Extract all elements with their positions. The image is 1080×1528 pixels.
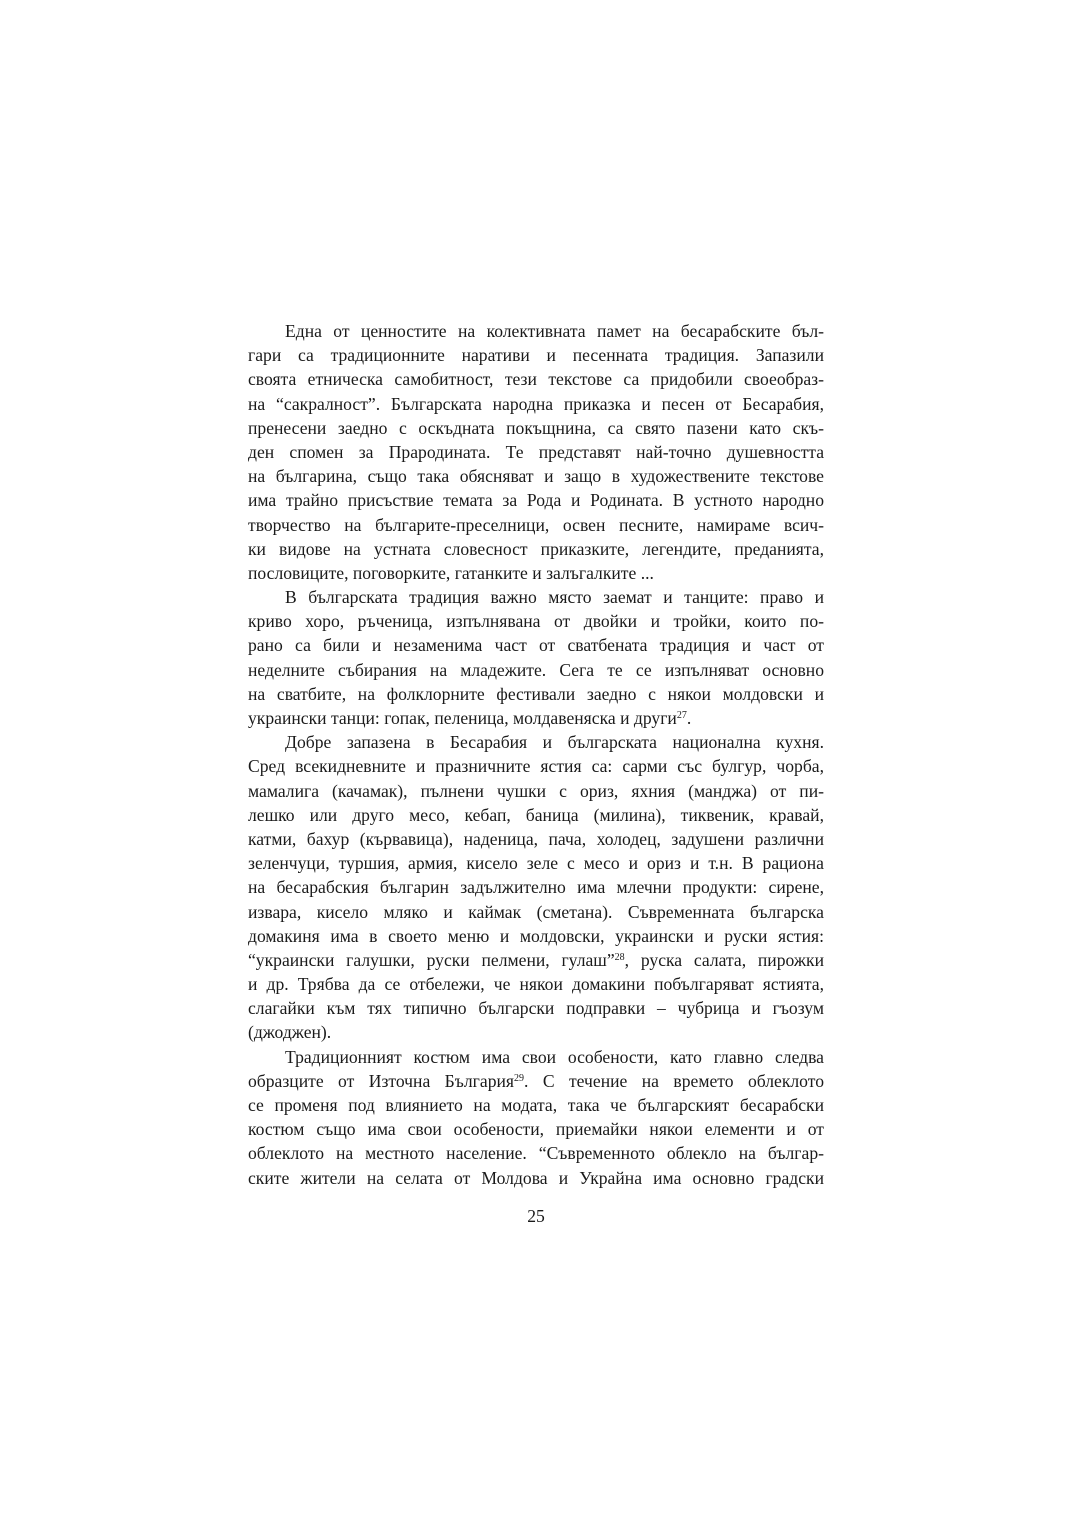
paragraph bbox=[248, 585, 824, 730]
text-line: Добре запазена в Бесарабия и българската национална кухня. bbox=[285, 732, 824, 753]
text-line: ските жители на селата от Молдова и Украйна има основно градски bbox=[248, 1167, 824, 1188]
text-line: криво хоро, ръченица, изпълнявана от двойки и тройки, които по- bbox=[248, 611, 824, 632]
footnote-reference: 27 bbox=[676, 710, 687, 721]
page-number: 25 bbox=[527, 1206, 545, 1226]
text-line: ден спомен за Прародината. Те представят най-точно душевността bbox=[248, 441, 824, 462]
footnote-reference: 29 bbox=[514, 1072, 524, 1084]
text-line: катми, бахур (кървавица), наденица, пача, холодец, задушени различни bbox=[248, 828, 824, 849]
text-line: се променя под влиянието на модата, така че българският бесарабски bbox=[248, 1095, 824, 1115]
text-line: ки видове на устната словесност приказките, легендите, преданията, bbox=[248, 538, 824, 559]
text-line: В българската традиция важно място заемат и танците: право и bbox=[285, 587, 824, 608]
text-line: пренесени заедно с оскъдната покъщнина, са свято пазени като скъ- bbox=[248, 417, 824, 438]
text-line: рано са били и незаменима част от сватбената традиция и част от bbox=[248, 635, 824, 656]
text-line: на “сакралност”. Българската народна приказка и песен от Бесарабия, bbox=[248, 393, 824, 414]
text-line: неделните събирания на младежите. Сега те се изпълняват основно bbox=[248, 659, 824, 680]
text-line: своята етническа самобитност, тези текстове са придобили своеобраз- bbox=[248, 369, 824, 390]
text-line: на българина, също така обясняват и защо в художествените текстове bbox=[248, 466, 824, 487]
footnote-reference: 28 bbox=[614, 951, 625, 963]
text-line: костюм също има свои особености, приемайки някои елементи и от bbox=[248, 1119, 824, 1140]
text-line: домакиня има в своето меню и молдовски, украински и руски ястия: bbox=[248, 925, 824, 946]
text-line: облеклото на местното население. “Съвременното облекло на българ- bbox=[248, 1143, 824, 1164]
text-line: (джоджен). bbox=[248, 1022, 332, 1043]
text-line: мамалига (качамак), пълнени чушки с ориз, яхния (манджа) от пи- bbox=[248, 780, 824, 801]
text-line: и др. Трябва да се отбележи, че някои домакини побългаряват ястията, bbox=[248, 974, 824, 995]
text-line: украински танци: гопак, пеленица, молдавеняска и други$^{27}$. bbox=[248, 708, 692, 728]
text-line: има трайно присъствие темата за Рода и Родината. В устното народно bbox=[248, 490, 824, 511]
body-text bbox=[248, 319, 824, 1190]
text-line: на сватбите, на фолклорните фестивали заедно с някои молдовски и bbox=[248, 683, 824, 704]
text-line: извара, кисело мляко и каймак (сметана). Съвременната българска bbox=[248, 901, 824, 922]
paragraph bbox=[248, 1045, 824, 1190]
text-line: слагайки към тях типично български подправки – чубрица и гъозум bbox=[248, 998, 824, 1019]
text-line: пословиците, поговорките, гатанките и залъгалките ... bbox=[248, 562, 654, 583]
paragraph bbox=[248, 319, 824, 585]
paragraph bbox=[248, 730, 824, 1044]
text-line: Една от ценностите на колективната памет на бесарабските бъл- bbox=[285, 321, 824, 341]
text-line: “украински галушки, руски пелмени, гулаш”$^{28}$, руска салата, пирожки bbox=[248, 949, 824, 970]
text-line: образците от Източна България$^{29}$. С течение на времето облеклото bbox=[248, 1070, 824, 1091]
text-line: Сред всекидневните и празничните ястия са: сарми със булгур, чорба, bbox=[248, 756, 824, 777]
text-line: творчество на българите-преселници, освен песните, намираме всич- bbox=[248, 514, 824, 535]
text-line: лешко или друго месо, кебап, баница (милина), тиквеник, кравай, bbox=[248, 804, 824, 825]
text-line: гари са традиционните наративи и песенната традиция. Запазили bbox=[248, 345, 824, 366]
text-line: на бесарабския българин задължително има млечни продукти: сирене, bbox=[248, 877, 824, 898]
text-line: зеленчуци, туршия, армия, кисело зеле с месо и ориз и т.н. В рациона bbox=[248, 853, 824, 874]
text-line: Традиционният костюм има свои особености, като главно следва bbox=[285, 1046, 824, 1067]
